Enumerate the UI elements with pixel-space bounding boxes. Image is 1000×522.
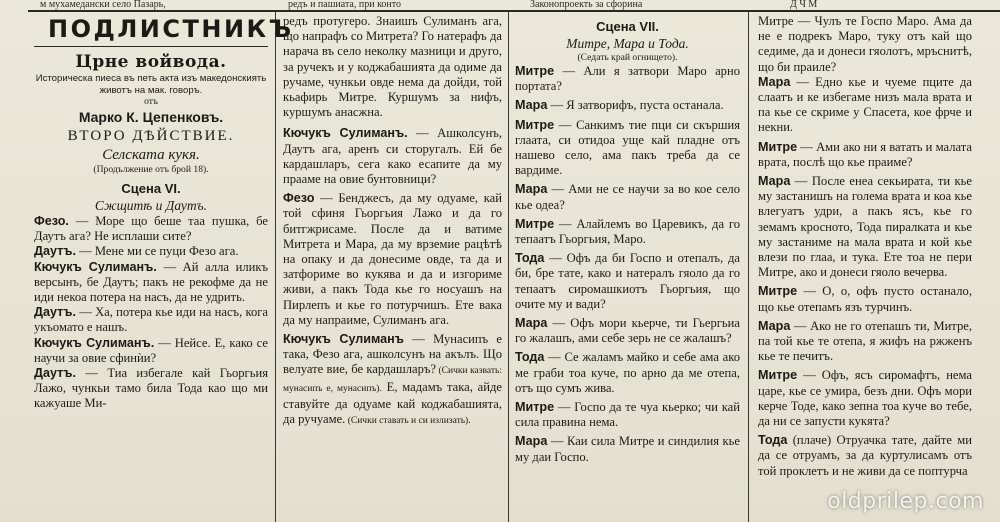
scene-heading: Сцена VII. [596, 19, 659, 34]
dialogue-line [34, 305, 268, 335]
dialogue-line [758, 284, 972, 314]
speaker-name: Мара [758, 174, 791, 189]
speaker-name: Кючукъ Сулиманъ [283, 332, 404, 347]
stage-direction: (Седать край огнището). [577, 52, 678, 63]
speaker-name: Фезо. [34, 214, 69, 228]
scene-heading: Сцена VI. [121, 181, 181, 196]
continued-paragraph: редъ протугеро. Знаишъ Сулиманъ ага, що напрафъ со Митрета? Го натерафъ да нарача въ село неколку мазници и друго, за ручекъ и у коджабашията да одиме да ручаме, чункьи овде нема да дойди, той кьафирь Митре. Куршумъ за нифъ, куршумъ анасжна. [283, 14, 502, 120]
dialogue-line [34, 366, 268, 412]
speaker-name: Даутъ. [34, 366, 76, 381]
speaker-name: Тода [515, 251, 545, 266]
column-divider-2 [508, 12, 509, 522]
dialogue-text: — Госпо да те чуа кьерко; чи кай сила правина нема. [515, 400, 740, 430]
dialogue-text: — Ами ако ни я ватать и малата врата, послѣ що кье праиме? [758, 139, 972, 169]
act-heading: ВТОРО ДѢЙСТВИЕ. [67, 128, 235, 144]
dialogue-line [515, 350, 740, 396]
dialogue-text: — Мунасипъ е така, Фезо ага, ашколсунъ на акълъ. Що велуате вие, бе кардашларъ? [283, 332, 502, 377]
dialogue-line [34, 214, 268, 244]
speaker-name: Мара [515, 434, 548, 449]
continued-paragraph: Митре — Чулъ те Госпо Маро. Ама да не е подрекъ Маро, туку отъ кай що седиме, да и донеси гяолотъ, мръснитѣ, що би праиле? [758, 14, 972, 74]
dialogue-text: — Али я затвори Маро арно портата? [515, 64, 740, 94]
dialogue-text: — Офъ мори кьерче, ти Гьергьиа го жалашъ, ами себе зерь не се жалашъ? [515, 316, 740, 346]
dialogue-text: — Ашколсунъ, Даутъ ага, аренъ си сторугалъ. Ей бе кардашларъ, сега како есапите да му прааме на овие бунтовници? [283, 126, 502, 187]
dialogue-text: — Бенджесъ, да му одуаме, кай той сфиня Гьоргьия Лажо и да го битгжрисаме. После да и ватиме Митрета и Мара, да му врземие рацѣтѣ на опаку и да донесиме овде, та да и затфориме во кукява и да и изгориме живи, а пакъ Тода кье го носуашъ на Пирлепъ и кье го потурчишъ. Ете вака да му напраиме, Сулиманъ ага. [283, 191, 502, 327]
stage-direction: (Сички ставать и си излизать). [345, 416, 471, 427]
speaker-name: Митре [515, 64, 555, 78]
speaker-name: Кючукъ Сулиманъ. [34, 259, 157, 274]
scene-persons: Сжщитѣ и Даутъ. [94, 198, 208, 213]
top-rule [28, 10, 1000, 12]
setting-heading: Селската кукя. [102, 147, 200, 163]
column-divider-3 [748, 12, 749, 522]
column-1 [34, 14, 294, 522]
speaker-name: Кючукъ Сулиманъ. [283, 126, 408, 141]
dialogue-text: — Санкимъ тие пци си скършия глаата, си отидоа уще кай пладне отъ нашево село, ама пакъ треба да се вардиме. [515, 117, 740, 178]
dialogue-line [34, 336, 268, 366]
dialogue-line [283, 191, 502, 328]
column-4 [758, 14, 972, 522]
dialogue-text: Е, мадамъ така, айде ставуйте да одуаме кай коджабашията, да ручуаме. [283, 379, 502, 427]
speaker-name: Фезо [283, 191, 315, 206]
dialogue-line [515, 118, 740, 179]
dialogue-text: — Ами не се научи за во кое село кье одеа? [515, 182, 740, 212]
header-strip-3: Законопроекть за сфорина [530, 0, 643, 10]
dialogue-text: — О, о, офъ пусто останало, що кье отепамъ язъ турчинъ. [758, 284, 972, 314]
author-name: Марко К. Цепенковъ. [78, 109, 224, 125]
dialogue-line [758, 174, 972, 280]
header-strip-4: Д Ч М [790, 0, 818, 10]
dialogue-line [34, 244, 268, 259]
scene-persons: Митре, Мара и Тода. [566, 36, 689, 51]
dialogue-line [515, 217, 740, 247]
speaker-name: Мара [515, 316, 548, 331]
speaker-name: Даутъ. [34, 244, 76, 259]
dialogue-text: — Офъ да би Госпо и отепалъ, да би, бре тате, како и натералъ гяоло да го тепаатъ сиромашкиотъ Гьоргьия, що очите му и вади? [515, 251, 740, 311]
dialogue-line [515, 182, 740, 212]
header-strip-1: м мухамедански село Пазарь, [40, 0, 166, 10]
dialogue-text: — Ха, потера кье иди на насъ, кога укъомато е нашъ. [34, 305, 268, 335]
masthead: ПОДЛИСТНИКЪ [48, 15, 294, 43]
dialogue-line [515, 400, 740, 430]
speaker-name: Митре [515, 400, 555, 415]
speaker-name: Мара [758, 318, 791, 333]
continued-note: (Продължение отъ брой 18). [93, 164, 209, 175]
column-3 [515, 14, 740, 522]
dialogue-line [34, 260, 268, 306]
dialogue-text: — Каи сила Митре и синдилия кье му даи Госпо. [515, 434, 740, 464]
speaker-name: Митре [515, 117, 555, 132]
dialogue-line [515, 434, 740, 464]
play-subtitle: Историческа пиеса въ петь акта изъ македонскиять животъ на мак. говоръ. [35, 73, 267, 96]
dialogue-line [758, 319, 972, 365]
dialogue-text: — После енеа секьирата, ти кье му застанишъ на голема врата и коа кье влегуатъ удри, а пакъ ясъ, кье го земамъ кросното, Тода пиралката и кье му застаниме на мала врата и кой кье влези по глаа, и тука. Ете тоа не пери Митре, ако и донеси гяоло вечерва. [758, 174, 972, 280]
speaker-name: Кючукъ Сулиманъ. [34, 335, 155, 350]
by-line: отъ [144, 96, 158, 107]
dialogue-text: — Мене ми се пуци Фезо ага. [75, 244, 239, 259]
speaker-name: Митре [758, 139, 798, 154]
dialogue-text: — Се жаламъ майко и себе ама ако ме граби тоа куче, по арно да ме отепа, отъ що сумъ жива. [515, 350, 740, 395]
watermark: oldprilep.com [827, 489, 984, 514]
dialogue-line [515, 98, 740, 113]
dialogue-text: — Алайлемъ во Царевикъ, да го тепаатъ Гьоргьия, Маро. [515, 216, 740, 247]
header-strip-2: редъ и пашиата, при конто [288, 0, 402, 10]
dialogue-text: — Тиа избегале кай Гьоргьия Лажо, чункьи тамо била Тода као що ми кажуаше Ми- [34, 366, 268, 411]
dialogue-text: — Офъ, ясъ сиромафтъ, нема царе, кье се умира, безъ дни. Офъ мори керче Тоде, како зепна тоа куче во тебе, да ни се запусти кукята? [758, 368, 972, 429]
dialogue-line [515, 251, 740, 312]
speaker-name: Митре [758, 368, 798, 383]
column-2 [283, 14, 502, 522]
dialogue-text: — Нейсе. Е, како се научи за овие сфинѝи? [34, 335, 268, 365]
speaker-name: Мара [515, 98, 548, 113]
dialogue-text: — Ай алла иликъ версынъ, бе Даутъ; пакъ не рекофме да не иди некоа потера на насъ, да не удрить. [34, 259, 268, 305]
play-title: Црне войвода. [75, 52, 227, 72]
dialogue-line [758, 433, 972, 479]
stage-direction: (Сички казвать: мунасипъ е, мунасипъ). [283, 366, 502, 394]
dialogue-text: — Ако не го отепашъ ти, Митре, па той кье те отепа, я жифъ на ржженъ кье те печитъ. [758, 318, 972, 364]
dialogue-text: (плаче) Отруачка тате, дайте ми да се отруамъ, за да куртулисамъ отъ той проклетъ и не живи да се поптурча [758, 433, 972, 478]
dialogue-line [515, 64, 740, 94]
dialogue-text: — Я затворифъ, пуста останала. [547, 98, 724, 113]
dialogue-text: — Море що беше таа пушка, бе Даутъ ага? Не исплаши сите? [34, 214, 268, 244]
dialogue-line [758, 75, 972, 136]
speaker-name: Тода [758, 433, 788, 448]
dialogue-line [758, 140, 972, 170]
dialogue-text: — Едно кье и чуеме пците да слаатъ и ке избегаме низъ мала врата и па кье се скриме у Спасета, кое фрче и некни. [758, 74, 972, 135]
speaker-name: Тода [515, 350, 545, 365]
dialogue-line [283, 126, 502, 187]
dialogue-line [758, 368, 972, 429]
column-divider-1 [275, 12, 276, 522]
masthead-rule [34, 46, 268, 47]
speaker-name: Мара [515, 182, 548, 197]
speaker-name: Мара [758, 74, 791, 89]
speaker-name: Митре [758, 284, 798, 299]
speaker-name: Даутъ. [34, 305, 76, 320]
dialogue-line [283, 332, 502, 429]
speaker-name: Митре [515, 216, 555, 231]
dialogue-line [515, 316, 740, 346]
